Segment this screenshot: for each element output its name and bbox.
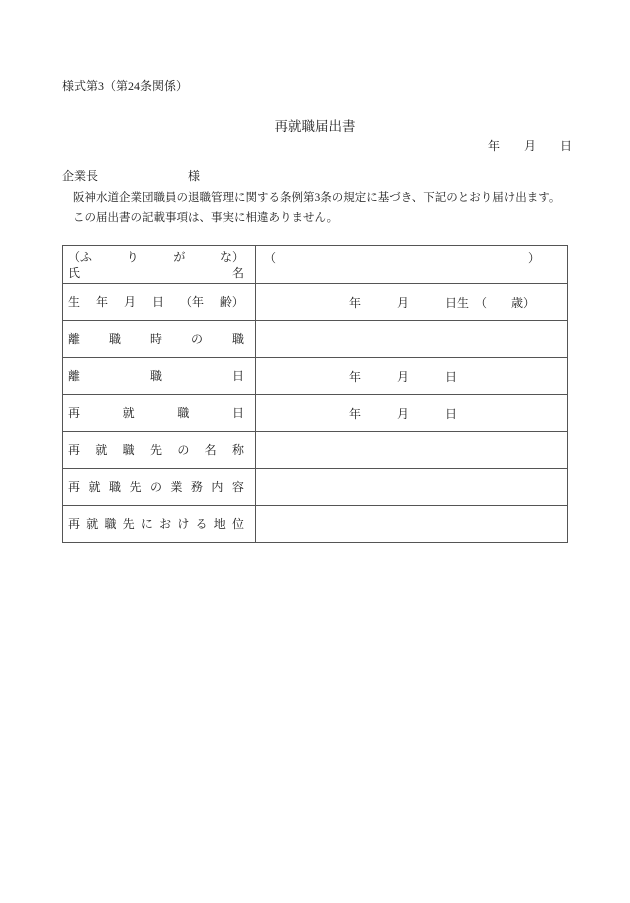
statement-line-1: 阪神水道企業団職員の退職管理に関する条例第3条の規定に基づき、下記のとおり届け出ます。 <box>73 192 561 204</box>
field-label-reemployer-business-content: 再 就 職 先 の 業 務 内 容 <box>63 469 256 505</box>
table-row-reemployer-name <box>63 431 567 468</box>
table-row-separation-date <box>63 357 567 394</box>
field-label-position-at-separation: 離 職 時 の 職 <box>63 321 256 357</box>
field-value-reemployment-date[interactable]: 年 月 日 <box>349 406 458 421</box>
table-row-reemployer-business-content <box>63 468 567 505</box>
field-value-position-at-reemployer[interactable] <box>256 506 567 542</box>
addressee-honorific: 様 <box>188 169 201 183</box>
addressee-line <box>62 167 200 184</box>
statement <box>73 189 583 228</box>
field-value-name-with-furigana[interactable]: （ ） <box>264 251 540 265</box>
field-value-reemployer-name[interactable] <box>256 432 567 468</box>
field-label-separation-date: 離 職 日 <box>63 358 256 394</box>
addressee-name: 企業長 <box>62 169 99 183</box>
document-title: 再就職届出書 <box>274 119 356 134</box>
field-label-birth-date-age: 生 年 月 日 （年 齢） <box>63 284 256 320</box>
form-number: 様式第3（第24条関係） <box>62 79 189 93</box>
field-label-reemployment-date: 再 就 職 日 <box>63 395 256 431</box>
field-value-position-at-separation[interactable] <box>256 321 567 357</box>
field-label-name-with-furigana: （ふ り が な） 氏 名 <box>63 246 256 283</box>
statement-line-2: この届出書の記載事項は、事実に相違ありません。 <box>73 211 339 224</box>
table-row-birth-date-age <box>63 283 567 320</box>
field-value-separation-date[interactable]: 年 月 日 <box>349 369 458 384</box>
field-value-reemployer-business-content[interactable] <box>256 469 567 505</box>
field-label-reemployer-name: 再 就 職 先 の 名 称 <box>63 432 256 468</box>
field-value-birth-date-age[interactable]: 年 月 日生 （ 歳） <box>349 295 536 310</box>
table-row-position-at-separation <box>63 320 567 357</box>
reemployment-table <box>62 245 568 543</box>
date-line: 年 月 日 <box>487 139 572 153</box>
field-label-position-at-reemployer: 再 就 職 先 に お け る 地 位 <box>63 506 256 542</box>
table-row-position-at-reemployer <box>63 505 567 542</box>
table-row-name-with-furigana <box>63 246 567 283</box>
table-row-reemployment-date <box>63 394 567 431</box>
